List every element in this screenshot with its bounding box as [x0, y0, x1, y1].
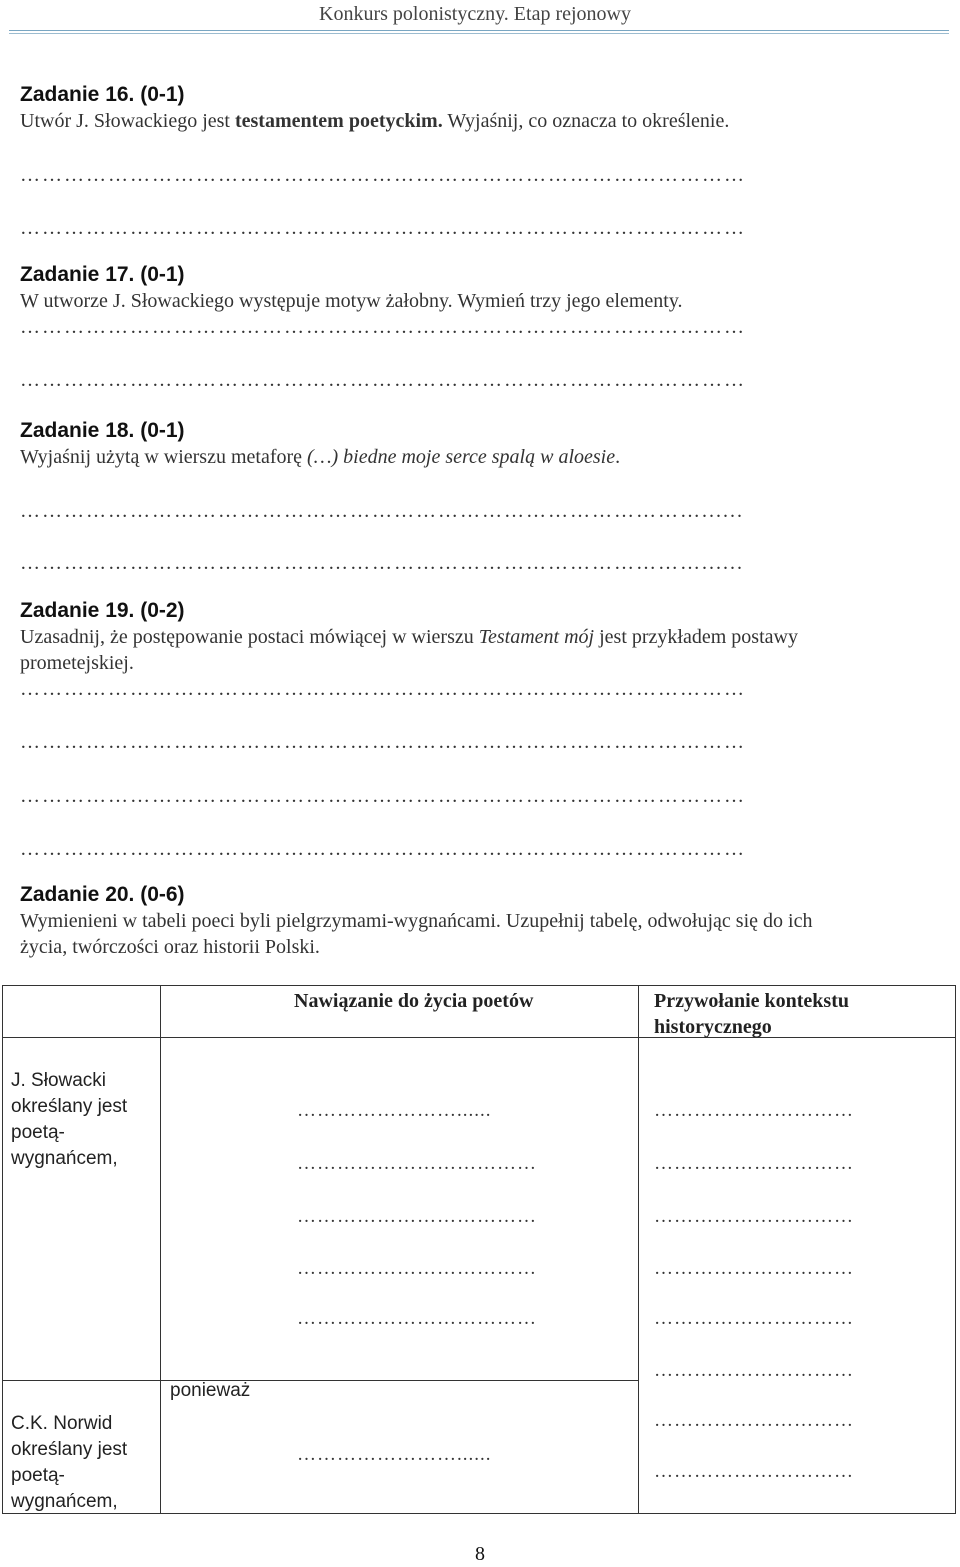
- answer-line[interactable]: ………………………………………………………………………………………: [20, 369, 746, 391]
- task-19-instruction: [20, 624, 798, 650]
- label-line: J. Słowacki: [11, 1070, 107, 1091]
- answer-line[interactable]: ………………………………………………………………………………………: [20, 731, 746, 753]
- task-19-poem-title: Testament mój: [478, 626, 595, 648]
- answer-line[interactable]: ………………………………………………………………………………………: [20, 838, 746, 860]
- answer-line[interactable]: …………………………………………………………………………………......: [20, 552, 744, 574]
- poet-norwid-label: [11, 1411, 127, 1515]
- table-border-right: [955, 985, 956, 1514]
- task-18-instruction: [20, 444, 620, 470]
- task-19-text-post: jest przykładem postawy: [594, 626, 798, 648]
- answer-line-context[interactable]: …………………………: [654, 1153, 854, 1174]
- answer-line-context[interactable]: …………………………: [654, 1410, 854, 1431]
- table-header-context-line2: historycznego: [654, 1016, 772, 1038]
- task-18-heading: Zadanie 18. (0-1): [20, 419, 185, 442]
- header-title: Konkurs polonistyczny. Etap rejonowy: [319, 3, 631, 25]
- answer-line[interactable]: ………………………………………………………………………………………: [20, 164, 746, 186]
- task-16-text-bold: testamentem poetyckim.: [234, 110, 443, 132]
- answer-line[interactable]: ………………………………………………………………………………………: [20, 316, 746, 338]
- table-header-life: Nawiązanie do życia poetów: [294, 990, 534, 1012]
- answer-line-context[interactable]: …………………………: [654, 1308, 854, 1329]
- label-line: wygnańcem,: [11, 1491, 118, 1512]
- connector-word: ponieważ: [170, 1380, 251, 1401]
- task-19-heading: Zadanie 19. (0-2): [20, 599, 185, 622]
- answer-line-life-slowacki[interactable]: ………………………………: [297, 1206, 537, 1227]
- answer-line[interactable]: ………………………………………………………………………………………: [20, 217, 746, 239]
- table-col-divider: [160, 985, 161, 1514]
- table-header-context-line1: Przywołanie kontekstu: [654, 990, 849, 1012]
- label-line: określany jest: [11, 1096, 128, 1117]
- answer-line-life-norwid[interactable]: ……………………......: [297, 1444, 492, 1465]
- table-border-bottom: [2, 1513, 956, 1514]
- answer-line[interactable]: ………………………………………………………………………………………: [20, 678, 746, 700]
- answer-line[interactable]: ………………………………………………………………………………………: [20, 785, 746, 807]
- task-17-instruction: W utworze J. Słowackiego występuje motyw żałobny. Wymień trzy jego elementy.: [20, 290, 683, 312]
- answer-line-context[interactable]: …………………………: [654, 1461, 854, 1482]
- page-number: 8: [475, 1543, 485, 1565]
- task-16-text-pre: Utwór J. Słowackiego jest: [20, 110, 235, 132]
- answer-line-life-slowacki[interactable]: ………………………………: [297, 1308, 537, 1329]
- answer-line-life-slowacki[interactable]: ………………………………: [297, 1153, 537, 1174]
- table-header-context: [654, 988, 849, 1040]
- task-16-title: [20, 82, 185, 108]
- label-line: C.K. Norwid: [11, 1413, 113, 1434]
- task-16-instruction: [20, 108, 729, 134]
- table-border-top: [2, 985, 956, 986]
- task-18-metaphor: (…) biedne moje serce spalą w aloesie: [307, 446, 616, 468]
- task-16-text-post: Wyjaśnij, co oznacza to określenie.: [442, 110, 730, 132]
- label-line: wygnańcem,: [11, 1148, 118, 1169]
- table-col-divider: [638, 985, 639, 1514]
- header-divider-secondary: [9, 33, 949, 34]
- table-border-left: [2, 985, 3, 1514]
- page-header: [0, 0, 950, 34]
- task-17-heading: Zadanie 17. (0-1): [20, 263, 185, 286]
- answer-line-context[interactable]: …………………………: [654, 1360, 854, 1381]
- table-row-divider: [2, 1380, 161, 1381]
- answer-line[interactable]: …………………………………………………………………………………......: [20, 500, 744, 522]
- answer-line-context[interactable]: …………………………: [654, 1100, 854, 1121]
- task-19-instruction-cont: prometejskiej.: [20, 652, 134, 674]
- table-row-divider: [2, 1037, 161, 1038]
- task-16-heading: Zadanie 16. (0-1): [20, 83, 185, 106]
- task-20-instruction-cont: życia, twórczości oraz historii Polski.: [20, 936, 320, 958]
- answer-line-life-slowacki[interactable]: ……………………......: [297, 1100, 492, 1121]
- task-20-title: [20, 882, 185, 908]
- task-17-title: [20, 262, 185, 288]
- label-line: określany jest: [11, 1439, 128, 1460]
- answer-line-context[interactable]: …………………………: [654, 1258, 854, 1279]
- header-divider: [9, 30, 949, 31]
- answer-line-life-slowacki[interactable]: ………………………………: [297, 1258, 537, 1279]
- label-line: poetą-: [11, 1122, 65, 1143]
- task-20-instruction: Wymienieni w tabeli poeci byli pielgrzymami-wygnańcami. Uzupełnij tabelę, odwołując się do ich: [20, 910, 813, 932]
- task-19-title: [20, 598, 185, 624]
- task-18-text-post: .: [615, 446, 621, 468]
- poet-slowacki-label: [11, 1068, 127, 1172]
- label-line: poetą-: [11, 1465, 65, 1486]
- task-20-heading: Zadanie 20. (0-6): [20, 883, 185, 906]
- task-18-title: [20, 418, 185, 444]
- task-18-text-pre: Wyjaśnij użytą w wierszu metaforę: [20, 446, 308, 468]
- answer-line-context[interactable]: …………………………: [654, 1206, 854, 1227]
- task-19-text-pre: Uzasadnij, że postępowanie postaci mówiącej w wierszu: [20, 626, 479, 648]
